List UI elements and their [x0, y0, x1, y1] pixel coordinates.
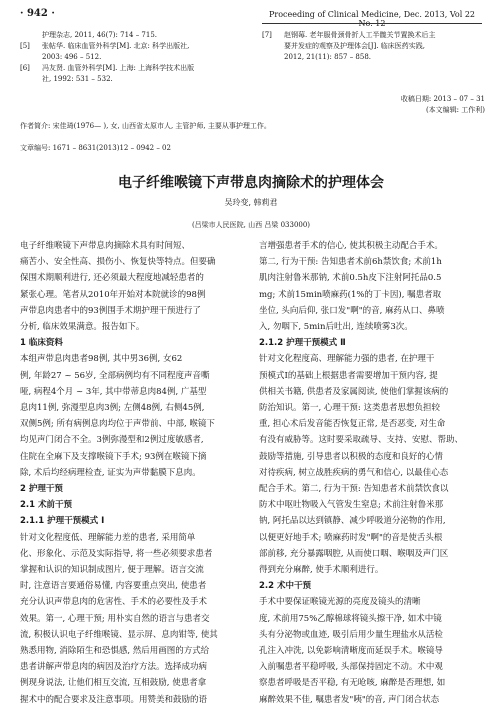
reference-line: [262, 30, 435, 41]
reference-line: [262, 41, 435, 52]
body-line: 部前移, 充分暴露咽腔, 从而使口咽、喉咽及声门区: [259, 548, 449, 559]
body-line: 除, 术后均经病理检查, 证实为声带黏膜下息肉。: [20, 467, 201, 478]
reference-number: [7]: [262, 31, 272, 39]
reference-number: [6]: [20, 64, 30, 72]
body-line: 入前嘱患者平稳呼吸, 头部保持固定不动。术中观: [259, 662, 443, 673]
reference-line: [20, 74, 194, 85]
reference-line: [262, 52, 435, 63]
body-line: 供相关书籍, 供患者及家属阅读, 使他们掌握该病的: [259, 386, 449, 397]
section-heading: 1 临床资料: [20, 338, 63, 349]
body-line: 预模式Ⅰ的基础上根据患者需要增加干预内容, 提: [259, 370, 438, 381]
body-line: 分析, 临床效果满意。报告如下。: [20, 322, 145, 333]
body-line: 化、形象化、示范及实际指导, 将一些必须要求患者: [20, 548, 213, 559]
body-line: 得到充分麻醉, 使手术顺利进行。: [259, 565, 384, 576]
reference-text: 冯友贤. 血管外科学[M]. 上海: 上海科学技术出版: [42, 64, 195, 72]
reference-number: [20, 30, 42, 41]
body-line: 以便更好地手术; 喷麻药时发"啊"的音是使舌头根: [259, 532, 443, 543]
section-heading: 2.1 术前干预: [20, 500, 73, 511]
reference-text: 社, 1992: 531 – 532.: [42, 75, 113, 83]
body-line: 麻醉效果不佳, 嘱患者发"咦"的音, 声门闭合状态: [259, 694, 440, 705]
page-number: · 942 ·: [20, 8, 55, 19]
body-line: 住院在全麻下及支撑喉镜下手术; 93例在喉镜下摘: [20, 451, 207, 462]
reference-number: [262, 41, 284, 52]
article-id: 文章编号: 1671 – 8631(2013)12 – 0942 – 02: [20, 144, 171, 152]
journal-header: Proceeding of Clinical Medicine, Dec. 2013, Vol 22 No. 12: [268, 10, 475, 28]
body-line: 手术中要保证喉镜光源的亮度及镜头的清晰: [259, 597, 421, 608]
reference-text: 赵钢莓. 老年服骨颈骨折人工半髋关节置换术后主: [284, 31, 436, 39]
reference-text: 2003: 496 – 512.: [42, 53, 102, 61]
references-left: [20, 30, 194, 85]
body-line: 本组声带息肉患者98例, 其中男36例, 女62: [20, 354, 183, 365]
body-line: 熟悉用物, 消除陌生和恐惧感, 然后用画图的方式给: [20, 646, 210, 657]
reference-number: [20, 74, 42, 85]
article-title: 电子纤维喉镜下声带息肉摘除术的护理体会: [118, 175, 384, 191]
section-heading: 2.1.1 护理干预模式 Ⅰ: [20, 516, 105, 527]
body-line: 电子纤维喉镜下声带息肉摘除术具有时间短、: [20, 241, 191, 251]
section-heading: 2 护理干预: [20, 484, 63, 495]
body-line: 痛苦小、安全性高、损伤小、恢复快等特点。但要确: [20, 257, 216, 268]
body-line: 重, 担心术后发音能否恢复正常, 是否恶变, 对生命: [259, 419, 446, 430]
body-line: 流, 积极认识电子纤维喉镜、显示屏、息肉钳等, 使其: [20, 629, 218, 640]
body-line: 察患者呼吸是否平稳, 有无呛咳, 麻醉是否理想, 如: [259, 678, 446, 689]
body-line: 患者讲解声带息肉的病因及治疗方法。选择成功病: [20, 662, 208, 673]
reference-number: [20, 52, 42, 63]
body-line: 紧张心理。笔者从2010年开始对本院就诊的98例: [20, 289, 206, 300]
body-line: 握术中的配合要求及注意事项。用赞美和鼓励的语: [20, 694, 208, 705]
body-line: 时, 注意语言要通俗易懂, 内容要重点突出, 使患者: [20, 581, 207, 592]
references-right: [262, 30, 435, 63]
body-line: 言增强患者手术的信心, 使其积极主动配合手术。: [259, 241, 443, 251]
body-line: 保围术期顺利进行, 还必须最大程度地减轻患者的: [20, 273, 204, 284]
body-line: 钠, 阿托品以达到镇静、减少呼吸道分泌物的作用,: [259, 516, 446, 527]
body-line: 息肉11例, 弥漫型息肉3例; 左侧48例, 右侧45例,: [20, 403, 205, 414]
body-line: 头有分泌物或血迹, 吸引后用少量生理盐水从活检: [259, 629, 443, 640]
body-line: 双侧5例; 所有病例息肉均位于声带前、中部, 喉镜下: [20, 419, 215, 430]
body-line: 哑, 病程4个月 ~ 3年, 其中带蒂息肉84例, 广基型: [20, 386, 207, 397]
body-line: mg; 术前15min喷麻药(1%的丁卡因), 嘱患者取: [259, 289, 442, 300]
body-line: 入, 勿咽下, 5min后吐出, 连续喷雾3次。: [259, 322, 413, 333]
body-line: 坐位, 头向后仰, 张口发"啊"的音, 麻药从口、鼻喷: [259, 305, 445, 316]
reference-number: [5]: [20, 42, 30, 50]
body-line: 例, 年龄27 ~ 56岁, 全部病例均有不同程度声音嘶: [20, 370, 210, 381]
author-info: 作者简介: 宋佳琦(1976— ), 女, 山西省太原市人, 主管护师, 主要从事护理工作。: [20, 122, 271, 130]
body-line: 度, 术前用75%乙醇棉球将镜头擦干净, 如术中镜: [259, 613, 442, 624]
received-date: 收稿日期: 2013 – 07 – 31: [400, 95, 485, 103]
body-column-right: [259, 238, 484, 708]
body-line: 有没有威胁等。这时要采取疏导、支持、安慰、帮助、: [259, 435, 464, 446]
reference-number: [262, 52, 284, 63]
reference-line: [20, 30, 194, 41]
body-line: 第二, 行为干预: 告知患者术前6h禁饮食; 术前1h: [259, 257, 442, 268]
reference-line: [20, 41, 194, 52]
body-line: 防治知识。第一, 心理干预: 这类患者思想负担较: [259, 403, 440, 414]
reference-line: [20, 63, 194, 74]
header-rule: [262, 23, 482, 24]
editor-note: (本文编辑: 工作利): [425, 106, 485, 114]
received-info: [380, 94, 485, 116]
body-line: 效果。第一, 心理干预; 用朴实自然的语言与患者交: [20, 613, 210, 624]
body-line: 例现身说法, 让他们相互交流, 互相鼓励, 使患者拿: [20, 678, 207, 689]
body-line: 肌肉注射鲁米那钠, 术前0.5h皮下注射阿托品0.5: [259, 273, 442, 284]
body-line: 充分认识声带息肉的危害性、手术的必要性及手术: [20, 597, 208, 608]
body-line: 防术中呕吐物吸入气管发生窒息; 术前注射鲁米那: [259, 500, 444, 511]
body-line: 均见声门闭合不全。3例弥漫型和2例过度敏感者,: [20, 435, 204, 446]
reference-text: 2012, 21(11): 857 – 858.: [284, 53, 372, 61]
body-line: 针对文化程度低、理解能力差的患者, 采用简单: [20, 532, 196, 543]
reference-text: 护理杂志, 2011, 46(7): 714 – 715.: [42, 31, 158, 39]
body-line: 声带息肉患者中的93例围手术期护理干预进行了: [20, 305, 201, 316]
author-affiliation: (吕梁市人民医院, 山西 吕梁 033000): [191, 221, 311, 229]
body-line: 掌握和认识的知识制成图片, 便于理解。语言交流: [20, 565, 204, 576]
reference-text: 张帖华. 临床血管外科学[M]. 北京: 科学出版社,: [42, 42, 190, 50]
article-authors: 吴玲变, 韩莉君: [224, 198, 278, 207]
body-line: 鼓励等措施, 引导患者以积极的态度和良好的心情: [259, 451, 443, 462]
body-line: 孔注入冲洗, 以免影响清晰度而延误手术。喉镜导: [259, 646, 443, 657]
body-column-left: [20, 238, 245, 708]
body-line: 配合手术。第二, 行为干预: 告知患者术前禁饮食以: [259, 484, 449, 495]
reference-line: [20, 52, 194, 63]
body-line: 针对文化程度高、理解能力强的患者, 在护理干: [259, 354, 435, 365]
section-heading: 2.1.2 护理干预模式 Ⅱ: [259, 338, 346, 349]
body-line: 对待疾病, 树立战胜疾病的勇气和信心, 以最佳心态: [259, 467, 449, 478]
section-heading: 2.2 术中干预: [259, 581, 312, 592]
reference-text: 要并发症的观察及护理体会[J]. 临床医药实践,: [284, 42, 425, 50]
